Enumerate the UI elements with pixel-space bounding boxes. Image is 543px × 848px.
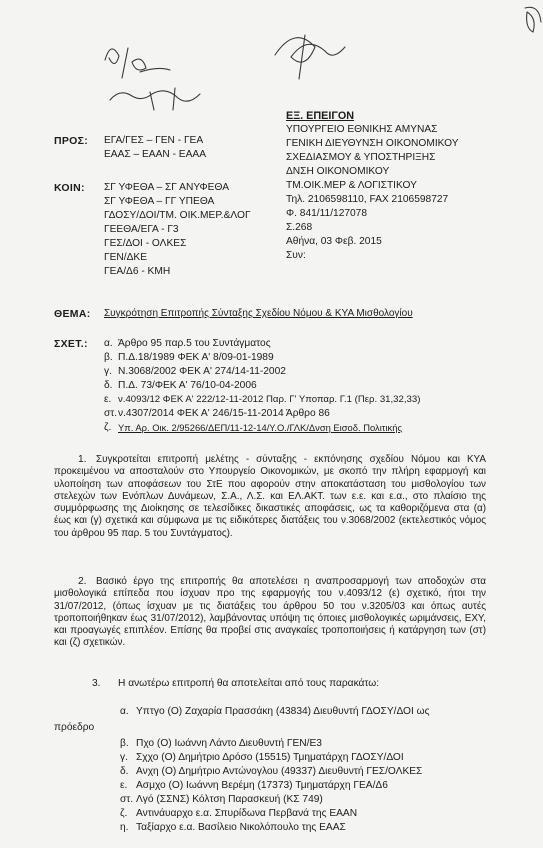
sender-line: ΔΝΣΗ ΟΙΚΟΝΟΜΙΚΟΥ (286, 166, 390, 177)
member-text: Σχχο (Ο) Δημήτριο Δρόσο (15515) Τμηματάρχη ΓΔΟΣΥ/ΔΟΙ (136, 752, 404, 763)
reference-letter: α. (104, 338, 113, 349)
member-letter: η. (120, 822, 129, 833)
member-letter: ε. (120, 780, 128, 791)
subject-text: Συγκρότηση Επιτροπής Σύνταξης Σχεδίου Νόμου & ΚΥΑ Μισθολογίου (104, 308, 413, 319)
sender-line: ΓΕΝΙΚΗ ΔΙΕΥΘΥΝΣΗ ΟΙΚΟΝΟΜΙΚΟΥ (286, 138, 459, 149)
member-text: Ασμχο (Ο) Ιωάννη Βερέμη (17373) Τμηματάρχη ΓΕΑ/Δ6 (136, 780, 388, 791)
koin-label: ΚΟΙΝ: (54, 182, 85, 194)
member-letter: στ. (120, 794, 134, 805)
member-text: Αντινάυαρχο ε.α. Σπυρίδωνα Περβανά της ΕΑΑΝ (136, 808, 358, 819)
member-role: πρόεδρο (54, 722, 95, 733)
koin-line: ΓΕΑ/Δ6 - ΚΜΗ (104, 266, 171, 277)
reference-text: Ν.3068/2002 ΦΕΚ Α' 274/14-11-2002 (118, 366, 286, 377)
reference-letter: δ. (104, 380, 113, 391)
member-text: Ταξίαρχο ε.α. Βασίλειο Νικολόπουλο της ΕΑΑΣ (136, 822, 346, 833)
reference-letter: στ. (104, 408, 118, 419)
reference-text: Άρθρο 95 παρ.5 του Συντάγματος (118, 338, 271, 349)
koin-line: ΓΕΝ/ΔΚΕ (104, 252, 147, 263)
reference-text: ν.4093/12 ΦΕΚ Α' 222/12-11-2012 Παρ. Γ' Υποπαρ. Γ.1 (Περ. 31,32,33) (118, 394, 421, 405)
classification-label: ΕΞ. ΕΠΕΙΓΟΝ (286, 110, 355, 122)
sender-line: ΥΠΟΥΡΓΕΙΟ ΕΘΝΙΚΗΣ ΑΜΥΝΑΣ (286, 124, 438, 135)
sender-line: Σ.268 (286, 222, 313, 233)
reference-letter: γ. (104, 366, 112, 377)
member-text: Πχο (Ο) Ιωάννη Λάντο Διευθυντή ΓΕΝ/Ε3 (136, 738, 322, 749)
member-letter: ζ. (120, 808, 128, 819)
subject-label: ΘΕΜΑ: (54, 308, 91, 320)
reference-text: Υπ. Αρ. Οικ. 2/95266/ΔΕΠ/11-12-14/Υ.Ο./ΓΛΚ/Δνση Εισοδ. Πολιτικής (118, 422, 402, 433)
reference-letter: ε. (104, 394, 112, 405)
koin-line: ΓΔΟΣΥ/ΔΟΙ/ΤΜ. ΟΙΚ.ΜΕΡ.&ΛΟΓ (104, 210, 251, 221)
koin-line: ΣΓ ΥΦΕΘΑ – ΣΓ ΑΝΥΦΕΘΑ (104, 182, 230, 193)
handwritten-signatures (0, 0, 543, 140)
member-text: Υπτγο (Ο) Ζαχαρία Πρασσάκη (43834) Διευθυντή ΓΔΟΣΥ/ΔΟΙ ως (136, 706, 430, 717)
member-text: Ανχη (Ο) Δημήτριο Αντώνογλου (49337) Διευθυντή ΓΕΣ/ΟΛΚΕΣ (136, 766, 423, 777)
sender-line: Αθήνα, 03 Φεβ. 2015 (286, 236, 382, 247)
references-label: ΣΧΕΤ.: (54, 338, 88, 350)
koin-line: ΣΓ ΥΦΕΘΑ – ΓΓ ΥΠΕΘΑ (104, 196, 215, 207)
member-text: Λγό (ΣΣΝΣ) Κόλτση Παρασκευή (ΚΣ 749) (136, 794, 323, 805)
paragraph-number: 2. (78, 576, 87, 587)
sender-line: ΤΜ.ΟΙΚ.ΜΕΡ & ΛΟΓΙΣΤΙΚΟΥ (286, 180, 417, 191)
pros-line: ΕΓΑ/ΓΕΣ – ΓΕΝ - ΓΕΑ (104, 135, 204, 146)
pros-label: ΠΡΟΣ: (54, 135, 89, 147)
paragraph-number: 3. (92, 678, 101, 689)
member-letter: β. (120, 738, 129, 749)
reference-letter: β. (104, 352, 113, 363)
sender-line: ΣΧΕΔΙΑΣΜΟΥ & ΥΠΟΣΤΗΡΙΞΗΣ (286, 152, 436, 163)
reference-text: Π.Δ. 73/ΦΕΚ Α' 76/10-04-2006 (118, 380, 257, 391)
pros-line: ΕΑΑΣ – ΕΑΑΝ - ΕΑΑΑ (104, 149, 206, 160)
koin-line: ΓΕΕΘΑ/ΕΓΑ - Γ3 (104, 224, 179, 235)
reference-text: ν.4307/2014 ΦΕΚ Α' 246/15-11-2014 Άρθρο 86 (118, 408, 330, 419)
member-letter: δ. (120, 766, 129, 777)
member-letter: γ. (120, 752, 128, 763)
paragraph-body: Η ανωτέρω επιτροπή θα αποτελείται από τους παρακάτω: (118, 678, 380, 689)
sender-line: Συν: (286, 250, 306, 261)
paragraph-number: 1. (78, 454, 87, 465)
sender-line: Φ. 841/11/127078 (286, 208, 368, 219)
koin-line: ΓΕΣ/ΔΟΙ - ΟΛΚΕΣ (104, 238, 187, 249)
reference-letter: ζ. (104, 422, 112, 433)
sender-line: Τηλ. 2106598110, FAX 2106598727 (286, 194, 449, 205)
member-letter: α. (120, 706, 129, 717)
paragraph-body: Βασικό έργο της επιτροπής θα αποτελέσει η αναπροσαρμογή των αποδοχών στα μισθολογικά επίπεδα που ίσχυαν προ της εφαρμογής του ν.4093/12 (ε) σχετικό, ήτοι την 31/07/2012, (όπως ίσχυαν με τις διατάξεις του άρθρου 50 του ν.3205/03 και όπως αυτές τροποποιήθηκαν έως 31/07/2012), λαμβάνοντας υπόψη τις όποιες μισθολογικές ωριμάνσεις, ΕΧΥ, και προαγωγές επιπλέον. Επίσης θα προβεί στις αναγκαίες τροποποιήσεις ή κατάργηση των (στ) και (ζ) σχετικών. (54, 576, 486, 649)
paragraph-body: Συγκροτείται επιτροπή μελέτης - σύνταξης - εκπόνησης σχεδίου Νόμου και ΚΥΑ προκειμένου να αποσταλούν στο Υπουργείο Οικονομικών, με σκοπό την πλήρη εφαρμογή και υλοποίηση των αποφάσεων του ΣτΕ που αφορούν στην αποκατάσταση του μισθολογίου των στελεχών των Ενόπλων Δυνάμεων, Σ.Α., Λ.Σ. και ΕΛ.ΑΚΤ. των ε.ε. και ε.α., στο πλαίσιο της συμμόρφωσης της Διοίκησης σε τελεσίδικες δικαστικές αποφάσεις, ως τα καθοριζόμενα στα (α) έως και (γ) σχετικά και σύμφωνα με τις ειδικότερες διατάξεις του ν.3068/2002 (εκτελεστικός νόμος του άρθρου 95 παρ. 5 του Συντάγματος). (54, 454, 486, 539)
reference-text: Π.Δ.18/1989 ΦΕΚ Α' 8/09-01-1989 (118, 352, 274, 363)
